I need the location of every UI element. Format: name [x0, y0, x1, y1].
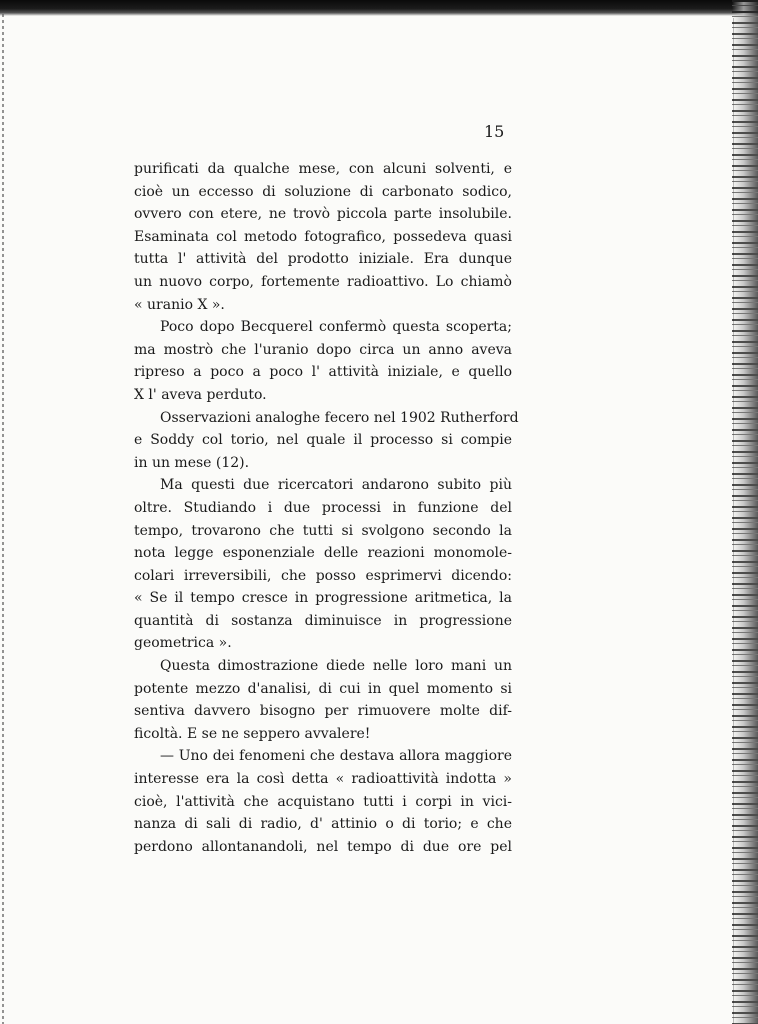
text-line: X l' aveva perduto. [134, 386, 267, 403]
text-line: in un mese (12). [134, 454, 250, 471]
text-line: Esaminata col metodo fotografico, possedeva quasi [134, 228, 512, 245]
text-line: quantità di sostanza diminuisce in progressione [134, 612, 512, 629]
text-line: e Soddy col torio, nel quale il processo si compie [134, 432, 512, 449]
text-line: ma mostrò che l'uranio dopo circa un anno aveva [134, 341, 512, 358]
text-line: « uranio X ». [134, 296, 225, 313]
text-line: ficoltà. E se ne seppero avvalere! [134, 725, 371, 742]
text-line: perdono allontanandoli, nel tempo di due ore pel [134, 838, 512, 855]
text-line: « Se il tempo cresce in progressione aritmetica, la [134, 590, 512, 607]
text-line: cioè, l'attività che acquistano tutti i corpi in vici- [134, 793, 512, 810]
text-line: sentiva davvero bisogno per rimuovere molte dif- [134, 703, 512, 720]
text-line: tutta l' attività del prodotto iniziale. Era dunque [134, 251, 512, 268]
text-line: Poco dopo Becquerel confermò questa scoperta; [160, 319, 512, 336]
text-line: un nuovo corpo, fortemente radioattivo. Lo chiamò [134, 273, 512, 290]
text-line: colari irreversibili, che posso esprimervi dicendo: [134, 567, 512, 584]
text-line: nota legge esponenziale delle reazioni monomole- [134, 545, 512, 562]
scan-left-edge [2, 14, 4, 1024]
scan-top-shadow [0, 0, 758, 16]
text-line: nanza di sali di radio, d' attinio o di torio; e che [134, 816, 512, 833]
text-line: ovvero con etere, ne trovò piccola parte insolubile. [134, 206, 512, 223]
page-number: 15 [484, 122, 505, 141]
body-text [134, 158, 519, 858]
text-line: geometrica ». [134, 635, 232, 652]
text-line: Questa dimostrazione diede nelle loro mani un [160, 658, 512, 675]
text-line: tempo, trovarono che tutti si svolgono secondo la [134, 522, 512, 539]
scan-right-edge [732, 0, 758, 1024]
text-line: — Uno dei fenomeni che destava allora maggiore [160, 748, 512, 765]
text-line: Osservazioni analoghe fecero nel 1902 Rutherford [160, 409, 519, 426]
text-line: potente mezzo d'analisi, di cui in quel momento si [134, 680, 512, 697]
text-line: interesse era la così detta « radioattività indotta » [134, 771, 512, 788]
text-line: oltre. Studiando i due processi in funzione del [134, 499, 512, 516]
text-line: cioè un eccesso di soluzione di carbonato sodico, [134, 183, 512, 200]
text-line: Ma questi due ricercatori andarono subito più [160, 477, 512, 494]
text-line: purificati da qualche mese, con alcuni solventi, e [134, 161, 512, 177]
text-line: ripreso a poco a poco l' attività iniziale, e quello [134, 364, 512, 381]
